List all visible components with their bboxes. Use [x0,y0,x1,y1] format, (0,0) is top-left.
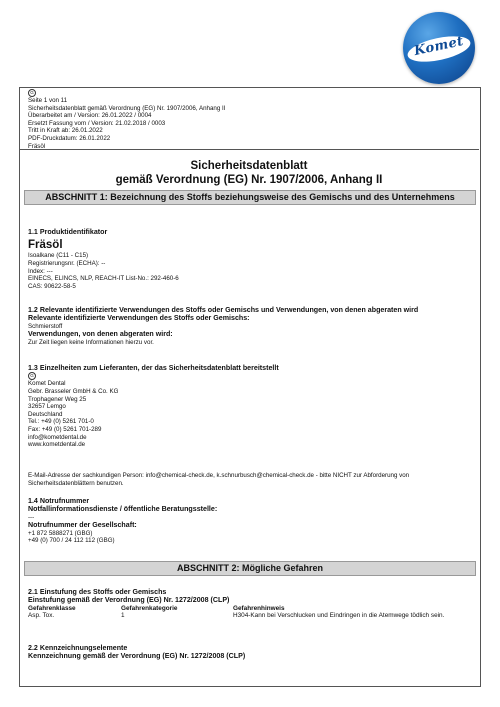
labelling-label: Kennzeichnung gemäß der Verordnung (EG) Nr. 1272/2008 (CLP) [28,652,246,661]
company-emergency-label: Notrufnummer der Gesellschaft: [28,521,137,530]
section-2-1 [28,588,468,620]
hazard-statement: H304-Kann bei Verschlucken und Eindringen in die Atemwege tödlich sein. [233,612,445,620]
meta-line: Überarbeitet am / Version: 26.01.2022 / 0004 [28,112,152,120]
heading-1-1: 1.1 Produktidentifikator [28,228,108,236]
col-header-class: Gefahrenklasse [28,604,76,612]
supplier-website-link[interactable]: www.kometdental.de [28,441,86,449]
divider [19,149,479,150]
emergency-phone: +49 (0) 700 / 24 112 112 (GBG) [28,537,115,545]
meta-line: Seite 1 von 11 [28,97,68,104]
heading-1-2: 1.2 Relevante identifizierte Verwendungen des Stoffs oder Gemischs und Verwendungen, von denen abgeraten wird [28,306,419,314]
hazard-table [28,605,463,620]
revision-mark: G [28,372,36,380]
section-1-header: ABSCHNITT 1: Bezeichnung des Stoffs beziehungsweise des Gemischs und des Unternehmens [24,190,476,205]
meta-line: PDF-Druckdatum: 26.01.2022 [28,134,111,142]
emergency-phone: +1 872 5888271 (GBG) [28,529,93,537]
note-line: E-Mail-Adresse der sachkundigen Person: info@chemical-check.de, k.schnurbusch@chemical-check.de - bitte NICHT zur Abforderung von [28,472,410,479]
meta-line: Fräsöl [28,142,46,150]
hazard-category: 1 [121,612,125,620]
hazard-class: Asp. Tox. [28,612,55,620]
section-1-3 [28,364,468,449]
document-meta [28,89,225,150]
uses-value: Schmierstoff [28,322,63,330]
supplier-line: 32657 Lemgo [28,403,66,411]
emergency-services-value: --- [28,513,35,521]
document-subtitle: gemäß Verordnung (EG) Nr. 1907/2006, Anhang II [115,174,383,186]
emergency-services-label: Notfallinformationsdienste / öffentliche Beratungsstelle: [28,505,218,514]
classification-label: Einstufung gemäß der Verordnung (EG) Nr. 1272/2008 (CLP) [28,596,230,605]
section-1-1 [28,228,468,290]
supplier-fax: Fax: +49 (0) 5261 701-289 [28,425,102,433]
product-line: Isoalkane (C11 - C15) [28,252,89,260]
product-line: EINECS, ELINCS, NLP, REACH-IT List-No.: 292-460-6 [28,275,179,283]
supplier-phone: Tel.: +49 (0) 5261 701-0 [28,418,94,426]
uses-label: Relevante identifizierte Verwendungen des Stoffs oder Gemischs: [28,314,250,323]
logo-text: Komet [412,33,466,60]
version-mark: G [28,89,36,97]
document-title: Sicherheitsdatenblatt [190,160,308,172]
table-row [28,612,463,620]
meta-line: Ersetzt Fassung vom / Version: 21.02.2018 / 0003 [28,119,166,127]
col-header-statement: Gefahrenhinweis [233,604,285,612]
heading-1-4: 1.4 Notrufnummer [28,497,90,505]
section-2-header: ABSCHNITT 2: Mögliche Gefahren [24,561,476,576]
heading-2-1: 2.1 Einstufung des Stoffs oder Gemischs [28,588,167,596]
product-name: Fräsöl [28,239,63,252]
note-line: Sicherheitsdatenblättern benutzen. [28,479,124,487]
meta-line: Sicherheitsdatenblatt gemäß Verordnung (EG) Nr. 1907/2006, Anhang II [28,104,226,112]
advised-against-value: Zur Zeit liegen keine Informationen hierzu vor. [28,338,154,346]
competent-person-note [28,472,468,487]
product-line: Index: --- [28,267,53,275]
product-line: CAS: 90622-58-5 [28,282,76,290]
section-2-2 [28,644,468,661]
product-line: Registrierungsnr. (ECHA): -- [28,260,106,267]
section-1-4 [28,497,468,545]
supplier-line: Gebr. Brasseler GmbH & Co. KG [28,388,119,395]
heading-2-2: 2.2 Kennzeichnungselemente [28,644,128,652]
supplier-line: Komet Dental [28,380,66,388]
supplier-line: Deutschland [28,410,63,418]
komet-logo [403,12,475,84]
supplier-line: Trophagener Weg 25 [28,395,87,403]
advised-against-label: Verwendungen, von denen abgeraten wird: [28,330,173,339]
supplier-email-link[interactable]: info@kometdental.de [28,433,87,441]
col-header-category: Gefahrenkategorie [121,604,178,612]
heading-1-3: 1.3 Einzelheiten zum Lieferanten, der das Sicherheitsdatenblatt bereitstellt [28,364,279,372]
section-1-2 [28,306,468,346]
meta-line: Tritt in Kraft ab: 26.01.2022 [28,127,103,135]
